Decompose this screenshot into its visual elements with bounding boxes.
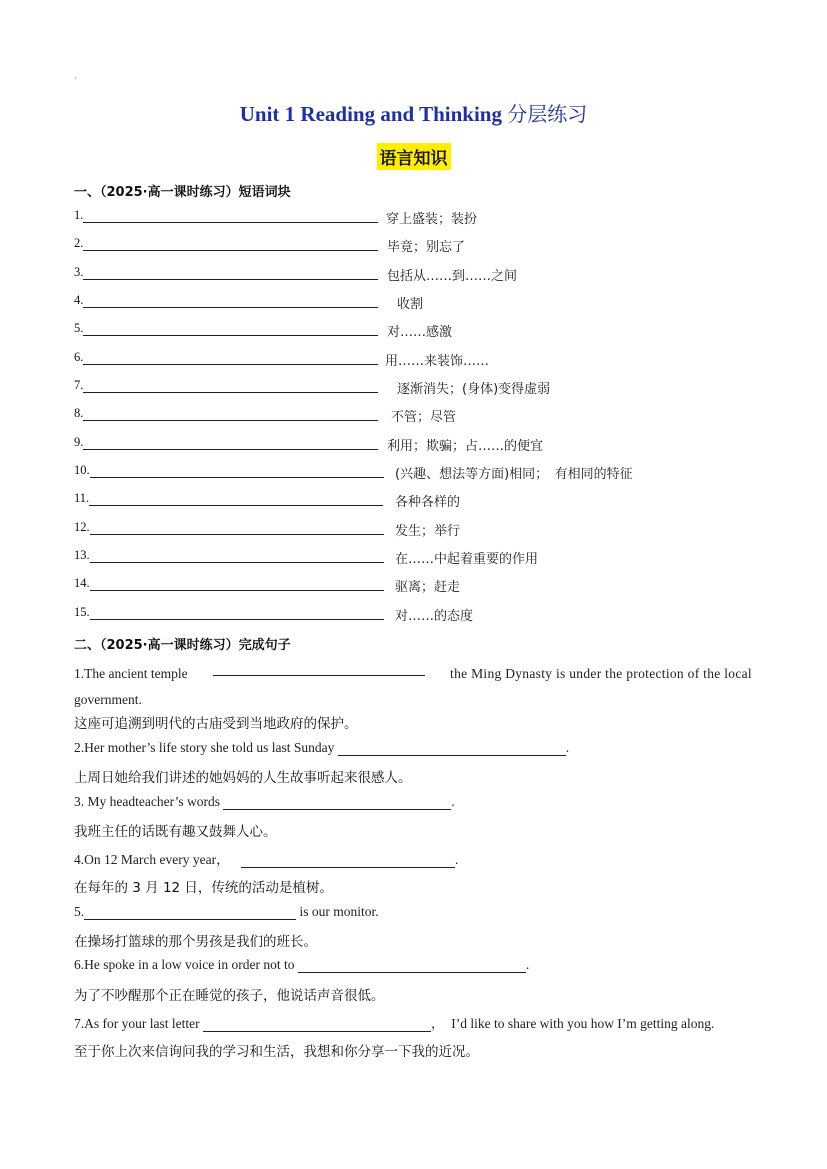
sentence-after: . [525,957,530,972]
subtitle-wrap [0,143,827,170]
vocab-answer-blank[interactable] [90,520,384,535]
section2-heading: 二、（2025·高一课时练习）完成句子 [74,638,291,653]
sentence-answer-blank[interactable] [213,661,425,676]
sentence-translation: 这座可追溯到明代的古庙受到当地政府的保护。 [74,716,358,732]
sentence-translation: 至于你上次来信询问我的学习和生活，我想和你分享一下我的近况。 [74,1044,479,1060]
vocab-meaning: 发生；举行 [395,524,461,539]
vocab-row [74,265,518,285]
sentence-after: the Ming Dynasty is under the protection of the local [450,666,752,681]
title-chinese: 分层练习 [507,102,588,126]
sentence-answer-blank[interactable] [84,905,296,920]
vocab-answer-blank[interactable] [83,208,378,223]
section1-heading: 一、（2025·高一课时练习）短语词块 [74,185,291,200]
page-mark: 、 [74,71,82,80]
sentence-after: . [451,794,455,809]
vocab-row [74,605,474,625]
vocab-row [74,406,457,426]
vocab-num: 8. [74,406,84,420]
vocab-meaning: 包括从……到……之间 [387,269,518,284]
sentence-item [74,848,752,868]
sentence-translation: 在每年的 3 月 12 日，传统的活动是植树。 [74,880,333,896]
vocab-meaning: 毕竟；别忘了 [387,240,466,255]
sentence-before: 5. [74,904,85,919]
vocab-answer-blank[interactable] [83,236,378,251]
sentence-answer-blank[interactable] [298,958,526,973]
vocab-meaning: 穿上盛装；装扮 [386,212,478,227]
vocab-num: 14. [74,576,90,590]
vocab-row [74,548,539,568]
vocab-answer-blank[interactable] [83,321,378,336]
vocab-meaning: 驱离；赶走 [395,580,461,595]
vocab-row [74,378,551,398]
sentence-after: . [454,852,459,867]
vocab-row [74,236,466,256]
vocab-row [74,491,461,511]
sentence-before: 3. My headteacher’s words [74,794,220,809]
vocab-num: 13. [74,548,90,562]
vocab-answer-blank[interactable] [89,491,383,506]
vocab-num: 6. [74,350,84,364]
vocab-answer-blank[interactable] [83,378,378,393]
title-english: Unit 1 Reading and Thinking [239,102,502,126]
vocab-num: 11. [74,491,90,505]
vocab-num: 2. [74,236,84,250]
vocab-num: 4. [74,293,84,307]
vocab-answer-blank[interactable] [90,548,384,563]
vocab-num: 15. [74,605,90,619]
sentence-before: 6.He spoke in a low voice in order not to [74,957,295,972]
sentence-after: . [565,740,570,755]
vocab-num: 7. [74,378,84,392]
sentence-after: is our monitor. [299,904,379,919]
vocab-answer-blank[interactable] [83,406,378,421]
sentence-after: ， I’d like to share with you how I’m getting along. [430,1016,715,1031]
vocab-num: 9. [74,435,84,449]
section-subtitle: 语言知识 [377,143,451,170]
vocab-meaning: 对……的态度 [395,609,474,624]
vocab-row [74,321,453,341]
sentence-translation: 为了不吵醒那个正在睡觉的孩子，他说话声音很低。 [74,988,385,1004]
sentence-answer-blank[interactable] [203,1017,431,1032]
vocab-meaning: 不管；尽管 [391,410,457,425]
vocab-num: 1. [74,208,84,222]
sentence-before: 2.Her mother’s life story she told us last Sunday [74,740,335,755]
sentence-answer-blank[interactable] [338,741,566,756]
vocab-num: 3. [74,265,84,279]
vocab-answer-blank[interactable] [90,463,384,478]
vocab-answer-blank[interactable] [90,605,384,620]
vocab-num: 12. [74,520,90,534]
vocab-answer-blank[interactable] [83,350,378,365]
vocab-answer-blank[interactable] [83,265,378,280]
vocab-meaning: 在……中起着重要的作用 [395,552,539,567]
sentence-before: 4.On 12 March every year， [74,852,230,867]
vocab-answer-blank[interactable] [83,435,378,450]
vocab-row [74,576,461,596]
sentence-line [74,661,752,687]
sentence-item [74,740,752,756]
vocab-meaning: 各种各样的 [395,495,461,510]
vocab-meaning: 利用；欺骗；占……的便宜 [387,439,544,454]
vocab-meaning: 逐渐消失；(身体)变得虚弱 [397,382,551,397]
sentence-translation: 我班主任的话既有趣又鼓舞人心。 [74,824,277,840]
sentence-item [74,957,752,973]
sentence-item [74,1012,752,1032]
sentence-translation: 上周日她给我们讲述的她妈妈的人生故事听起来很感人。 [74,770,412,786]
vocab-row [74,435,544,455]
sentence-before: 7.As for your last letter [74,1016,200,1031]
vocab-answer-blank[interactable] [83,293,378,308]
sentence-before: 1.The ancient temple [74,666,188,681]
sentence-item [74,794,752,810]
vocab-row [74,463,633,483]
page-title [0,98,827,127]
vocab-meaning: 用……来装饰…… [385,354,490,369]
vocab-row [74,293,424,313]
sentence-item [74,904,752,920]
vocab-row [74,350,490,370]
sentence-answer-blank[interactable] [241,853,455,868]
vocab-num: 5. [74,321,84,335]
vocab-answer-blank[interactable] [90,576,384,591]
vocab-num: 10. [74,463,90,477]
vocab-row [74,208,478,228]
sentence-answer-blank[interactable] [223,795,451,810]
sentence-item [74,661,752,713]
vocab-meaning: 收割 [397,297,424,312]
vocab-meaning: 对……感激 [387,325,453,340]
sentence-continuation: government. [74,692,142,707]
vocab-row [74,520,461,540]
vocab-meaning: (兴趣、想法等方面)相同； 有相同的特征 [395,467,633,482]
sentence-translation: 在操场打篮球的那个男孩是我们的班长。 [74,934,317,950]
